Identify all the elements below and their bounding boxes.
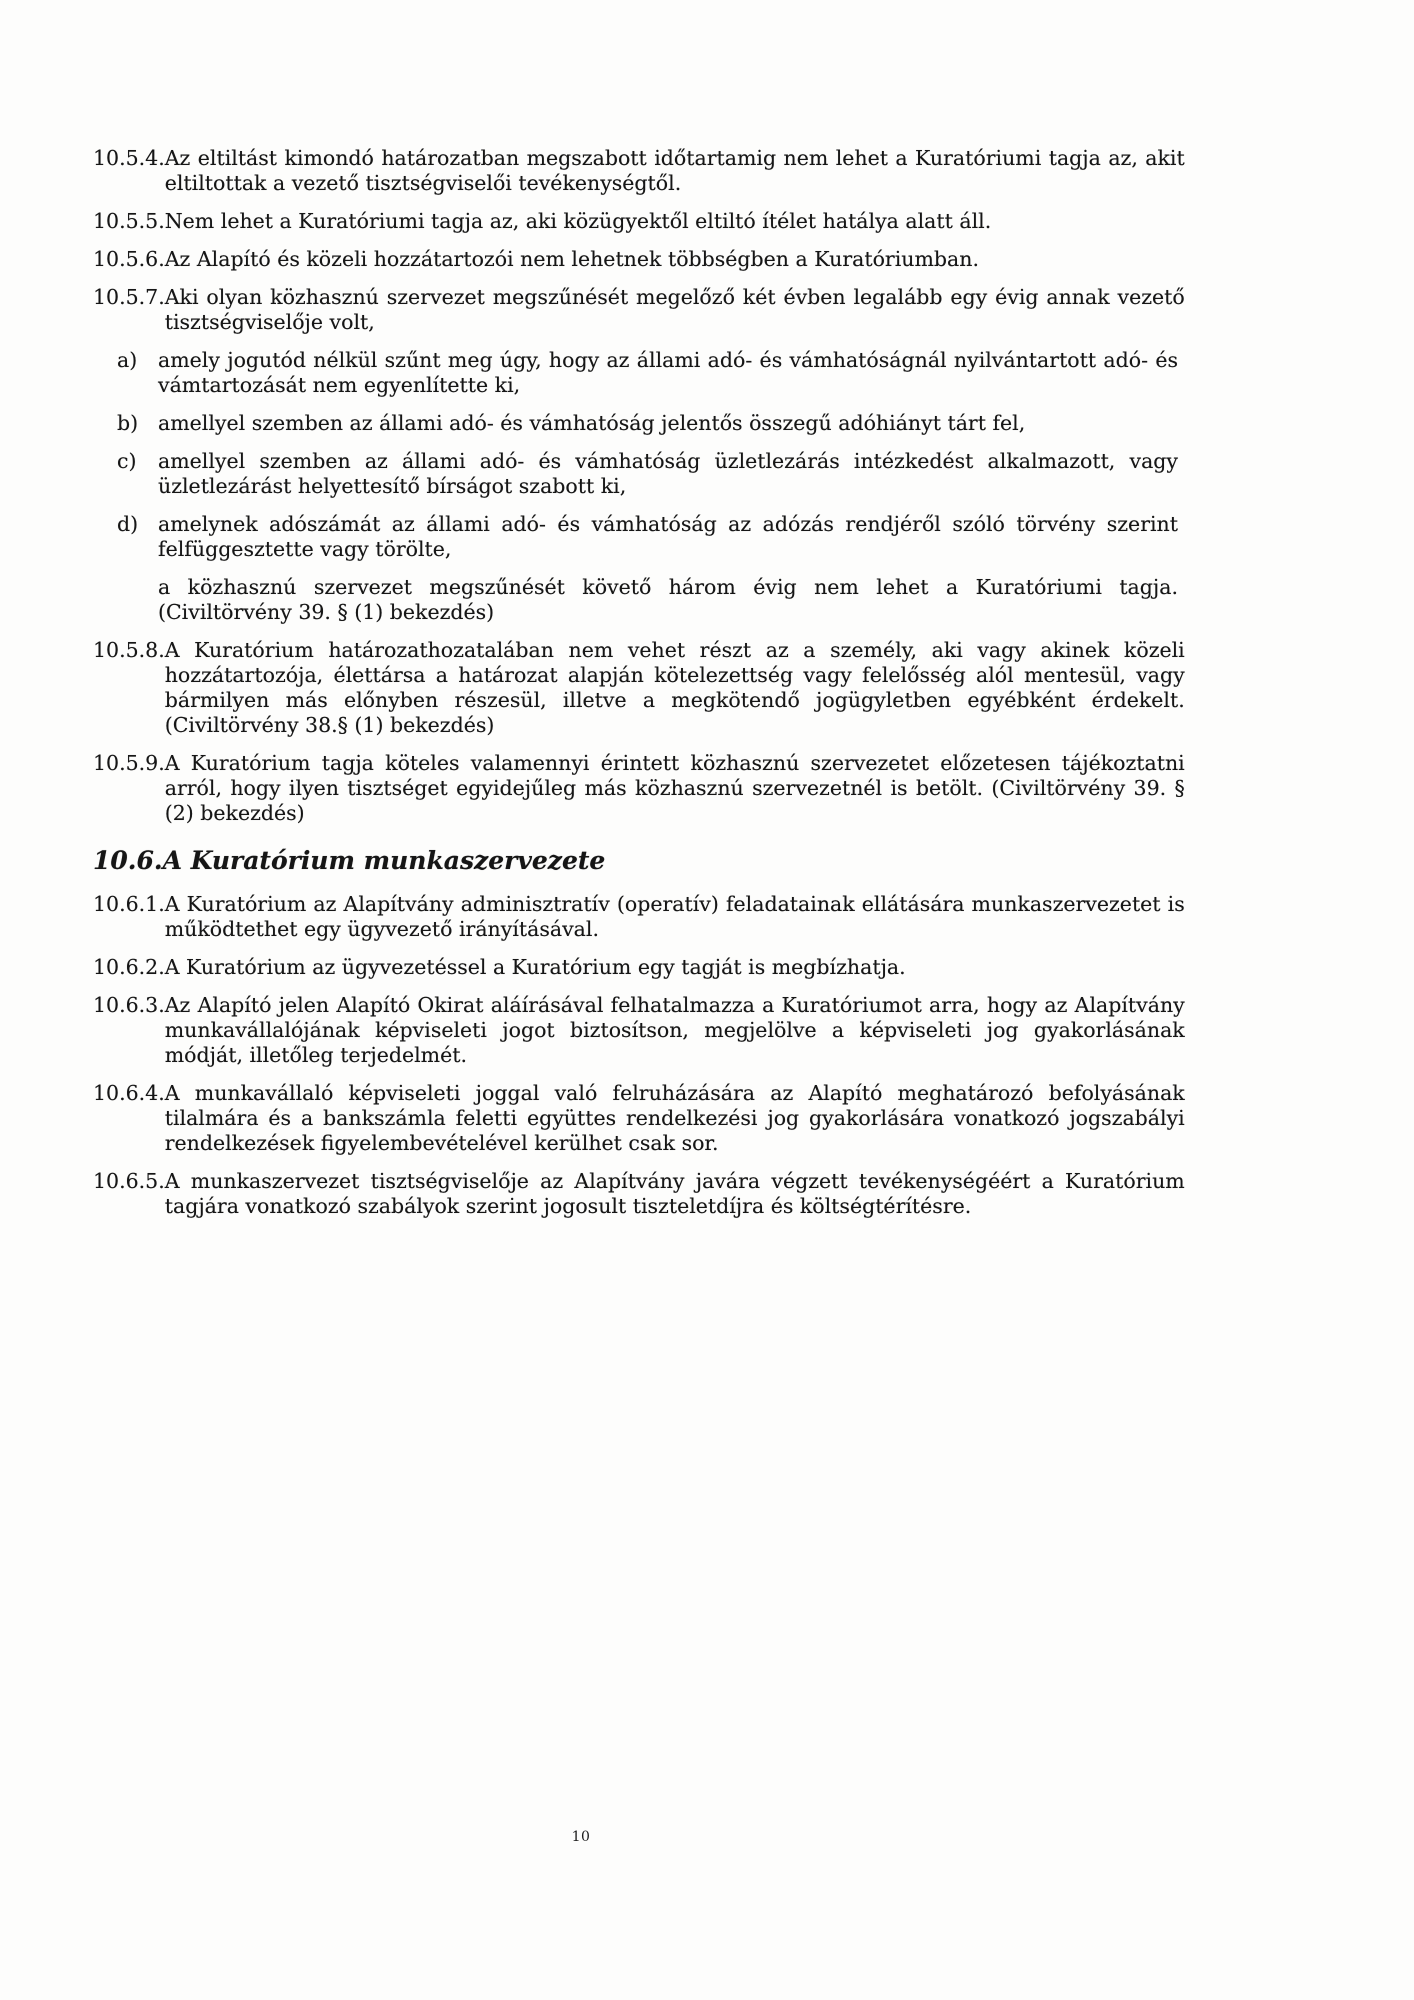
section-number: 10.6.1. [93, 892, 165, 916]
subitem-d [117, 512, 1233, 562]
section-number: 10.5.8. [93, 638, 165, 662]
section-number: 10.6.2. [93, 955, 165, 979]
subitem-label: b) [117, 411, 139, 435]
para-10-5-7 [93, 285, 1233, 335]
heading-number: 10.6. [93, 846, 163, 875]
subitem-c [117, 449, 1233, 499]
subitem-text: amelynek adószámát az állami adó- és vámhatóság az adózás rendjéről szóló törvény szerint felfüggesztette vagy törölte, [158, 512, 1178, 561]
section-text: Az Alapító jelen Alapító Okirat aláírásával felhatalmazza a Kuratóriumot arra, hogy az Alapítvány munkavállalójának képviseleti jogot biztosítson, megjelölve a képviseleti jog gyakorlásának módját, illetőleg terjedelmét. [164, 993, 1185, 1067]
para-10-5-5 [93, 209, 1233, 234]
subitem-text: amellyel szemben az állami adó- és vámhatóság üzletlezárás intézkedést alkalmazott, vagy üzletlezárást helyettesítő bírságot szabott ki, [158, 449, 1178, 498]
section-number: 10.5.5. [93, 209, 165, 233]
heading-10-6 [93, 846, 1233, 876]
subitem-text: amellyel szemben az állami adó- és vámhatóság jelentős összegű adóhiányt tárt fel, [158, 411, 1026, 435]
section-text: Aki olyan közhasznú szervezet megszűnését megelőző két évben legalább egy évig annak vezető tisztségviselője volt, [164, 285, 1185, 334]
section-text: Az eltiltást kimondó határozatban megszabott időtartamig nem lehet a Kuratóriumi tagja az, akit eltiltottak a vezető tisztségviselői tevékenységtől. [164, 146, 1185, 195]
section-number: 10.5.4. [93, 146, 165, 170]
heading-title: A Kuratórium munkaszervezete [162, 846, 606, 875]
section-number: 10.6.3. [93, 993, 165, 1017]
document-content [93, 146, 1233, 1232]
para-10-5-9 [93, 751, 1233, 826]
section-number: 10.6.5. [93, 1169, 165, 1193]
section-text: A munkaszervezet tisztségviselője az Alapítvány javára végzett tevékenységéért a Kuratórium tagjára vonatkozó szabályok szerint jogosult tiszteletdíjra és költségtérítésre. [164, 1169, 1185, 1218]
section-number: 10.6.4. [93, 1081, 165, 1105]
subitem-label: d) [117, 512, 139, 536]
subitem-b [117, 411, 1233, 436]
section-text: Az Alapító és közeli hozzátartozói nem lehetnek többségben a Kuratóriumban. [164, 247, 979, 271]
para-10-6-2 [93, 955, 1233, 980]
para-10-6-5 [93, 1169, 1233, 1219]
para-10-6-4 [93, 1081, 1233, 1156]
section-text: A Kuratórium határozathozatalában nem vehet részt az a személy, aki vagy akinek közeli hozzátartozója, élettársa a határozat alapján kötelezettség vagy felelősség alól mentesül, vagy bármilyen más előnyben részesül, illetve a megkötendő jogügyletben egyébként érdekelt. (Civiltörvény 38.§ (1) bekezdés) [164, 638, 1185, 737]
section-text: A munkavállaló képviseleti joggal való felruházására az Alapító meghatározó befolyásának tilalmára és a bankszámla feletti együttes rendelkezési jog gyakorlására vonatkozó jogszabályi rendelkezések figyelembevételével kerülhet csak sor. [164, 1081, 1185, 1155]
section-number: 10.5.9. [93, 751, 165, 775]
para-10-5-8 [93, 638, 1233, 738]
subitem-a [117, 348, 1233, 398]
para-10-5-4 [93, 146, 1233, 196]
section-number: 10.5.7. [93, 285, 165, 309]
section-number: 10.5.6. [93, 247, 165, 271]
subitem-label: a) [117, 348, 138, 372]
section-text: A Kuratórium tagja köteles valamennyi érintett közhasznú szervezetet előzetesen tájékoztatni arról, hogy ilyen tisztséget egyidejűleg más közhasznú szervezetnél is betölt. (Civiltörvény 39. § (2) bekezdés) [164, 751, 1185, 825]
para-10-5-7-continuation: a közhasznú szervezet megszűnését követő három évig nem lehet a Kuratóriumi tagja. (Civiltörvény 39. § (1) bekezdés) [158, 575, 1178, 624]
para-10-6-1 [93, 892, 1233, 942]
section-text: A Kuratórium az Alapítvány adminisztratív (operatív) feladatainak ellátására munkaszervezetet is működtethet egy ügyvezető irányításával. [164, 892, 1185, 941]
subitem-text: amely jogutód nélkül szűnt meg úgy, hogy az állami adó- és vámhatóságnál nyilvántartott adó- és vámtartozását nem egyenlítette ki, [158, 348, 1178, 397]
page-number: 10 [571, 1829, 591, 1845]
para-10-6-3 [93, 993, 1233, 1068]
subitem-label: c) [117, 449, 137, 473]
section-text: Nem lehet a Kuratóriumi tagja az, aki közügyektől eltiltó ítélet hatálya alatt áll. [164, 209, 992, 233]
para-10-5-6 [93, 247, 1233, 272]
section-text: A Kuratórium az ügyvezetéssel a Kuratórium egy tagját is megbízhatja. [164, 955, 906, 979]
